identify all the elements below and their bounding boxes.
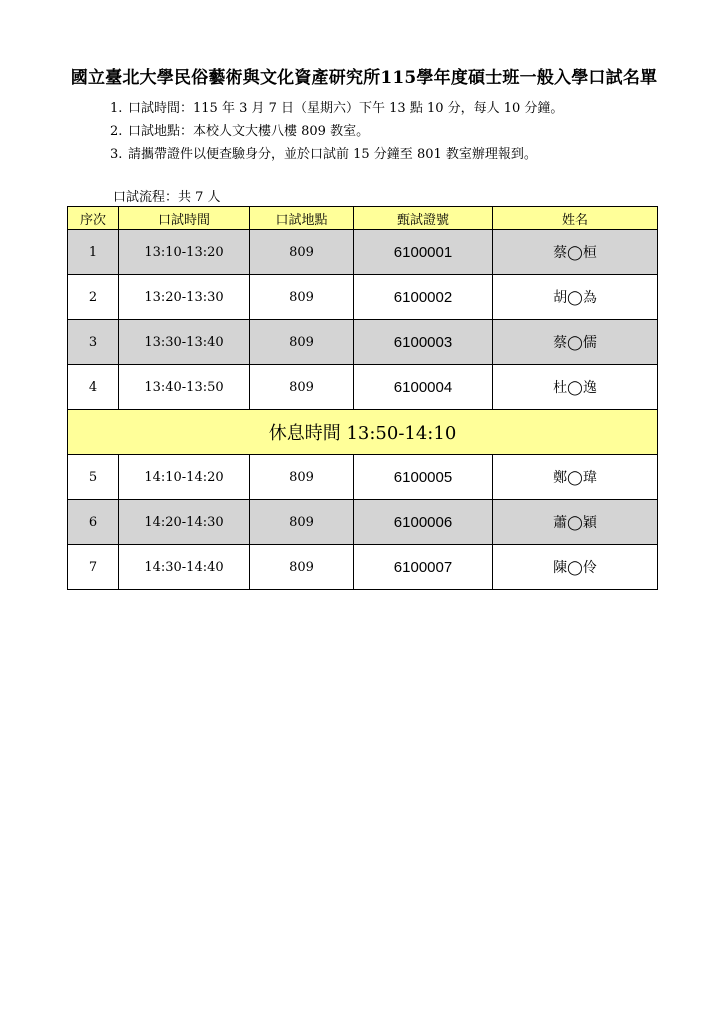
cell-time: 14:10-14:20 — [119, 455, 250, 500]
table-row — [68, 365, 658, 410]
cell-exam-id: 6100002 — [354, 275, 493, 320]
note-item — [110, 120, 563, 143]
header-sequence: 序次 — [68, 207, 119, 230]
note-text: 口試時間：115 年 3 月 7 日（星期六）下午 13 點 10 分，每人 10 分鐘。 — [128, 101, 564, 116]
header-exam-id: 甄試證號 — [354, 207, 493, 230]
cell-time: 13:20-13:30 — [119, 275, 250, 320]
note-item — [110, 143, 563, 166]
cell-exam-id: 6100004 — [354, 365, 493, 410]
table-row — [68, 275, 658, 320]
cell-exam-id: 6100006 — [354, 500, 493, 545]
note-text: 請攜帶證件以便查驗身分，並於口試前 15 分鐘至 801 教室辦理報到。 — [128, 147, 537, 162]
cell-exam-id: 6100003 — [354, 320, 493, 365]
cell-sequence: 1 — [68, 230, 119, 275]
cell-exam-id: 6100001 — [354, 230, 493, 275]
table-row — [68, 500, 658, 545]
flow-label: 口試流程：共 7 人 — [113, 190, 221, 205]
cell-room: 809 — [250, 275, 354, 320]
cell-room: 809 — [250, 365, 354, 410]
break-row — [68, 410, 658, 455]
notes-list — [110, 97, 563, 166]
cell-room: 809 — [250, 320, 354, 365]
cell-room: 809 — [250, 500, 354, 545]
cell-time: 13:40-13:50 — [119, 365, 250, 410]
cell-sequence: 3 — [68, 320, 119, 365]
cell-sequence: 7 — [68, 545, 119, 590]
cell-time: 14:30-14:40 — [119, 545, 250, 590]
note-text: 口試地點：本校人文大樓八樓 809 教室。 — [128, 124, 370, 139]
header-name: 姓名 — [493, 207, 658, 230]
cell-name: 蔡◯桓 — [493, 230, 658, 275]
cell-name: 胡◯為 — [493, 275, 658, 320]
table-row — [68, 230, 658, 275]
cell-room: 809 — [250, 455, 354, 500]
note-number: 2. — [110, 124, 123, 139]
header-time: 口試時間 — [119, 207, 250, 230]
cell-name: 蕭◯穎 — [493, 500, 658, 545]
cell-sequence: 6 — [68, 500, 119, 545]
cell-exam-id: 6100005 — [354, 455, 493, 500]
cell-time: 14:20-14:30 — [119, 500, 250, 545]
cell-room: 809 — [250, 545, 354, 590]
cell-name: 陳◯伶 — [493, 545, 658, 590]
cell-exam-id: 6100007 — [354, 545, 493, 590]
document-title: 國立臺北大學民俗藝術與文化資產研究所115學年度碩士班一般入學口試名單 — [70, 68, 658, 88]
cell-room: 809 — [250, 230, 354, 275]
table-row — [68, 320, 658, 365]
break-time-label: 休息時間 13:50-14:10 — [68, 410, 658, 455]
header-room: 口試地點 — [250, 207, 354, 230]
note-number: 3. — [110, 147, 123, 162]
cell-name: 鄭◯瑋 — [493, 455, 658, 500]
cell-name: 蔡◯儒 — [493, 320, 658, 365]
cell-name: 杜◯逸 — [493, 365, 658, 410]
cell-sequence: 5 — [68, 455, 119, 500]
note-item — [110, 97, 563, 120]
table-row — [68, 545, 658, 590]
note-number: 1. — [110, 101, 123, 116]
interview-table — [67, 206, 658, 590]
table-header-row — [68, 207, 658, 230]
cell-sequence: 2 — [68, 275, 119, 320]
table-row — [68, 455, 658, 500]
cell-time: 13:10-13:20 — [119, 230, 250, 275]
cell-sequence: 4 — [68, 365, 119, 410]
cell-time: 13:30-13:40 — [119, 320, 250, 365]
